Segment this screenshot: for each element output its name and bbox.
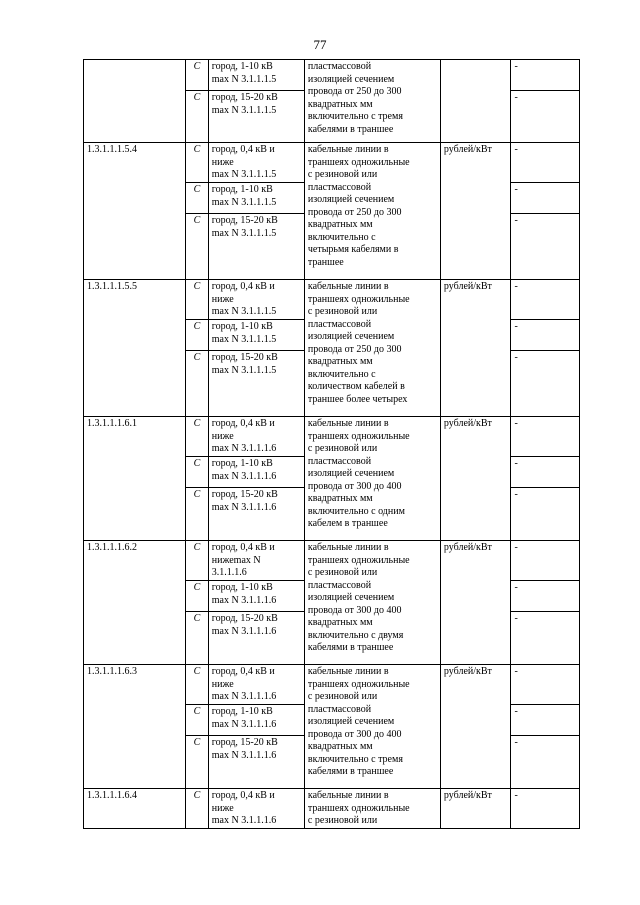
condition-line: ниже: [211, 802, 234, 814]
description-line: изоляцией сечением: [307, 716, 395, 727]
description-line: провода от 300 до 400: [307, 604, 402, 616]
item-code: 1.3.1.1.1.6.4: [84, 789, 186, 829]
unit-cell: рублей/кВт: [440, 541, 511, 665]
category-cell: С: [186, 488, 208, 541]
condition-cell: [208, 214, 304, 280]
description-line: квадратных мм: [307, 741, 373, 752]
description-line: квадратных мм: [307, 493, 373, 504]
description-line: траншеях одножильные: [307, 678, 410, 690]
category-cell: С: [186, 581, 208, 612]
condition-line: город, 1-10 кВ: [211, 582, 273, 593]
description-line: кабельные линии в: [307, 418, 389, 429]
condition-line: город, 0,4 кВ и: [211, 666, 275, 677]
condition-line: max N 3.1.1.1.6: [211, 718, 277, 730]
condition-line: ниже: [211, 156, 234, 168]
condition-line: max N 3.1.1.1.6: [211, 749, 277, 761]
value-cell: -: [511, 280, 580, 320]
condition-line: город, 0,4 кВ и: [211, 790, 275, 801]
description-cell: [304, 60, 440, 143]
description-line: траншее: [307, 256, 344, 268]
description-line: с резиновой или: [307, 815, 378, 826]
description-line: изоляцией сечением: [307, 73, 395, 85]
description-line: пластмассовой: [307, 455, 372, 467]
category-cell: С: [186, 143, 208, 183]
condition-cell: [208, 417, 304, 457]
category-cell: С: [186, 541, 208, 581]
condition-cell: [208, 665, 304, 705]
condition-line: max N 3.1.1.1.5: [211, 333, 277, 345]
item-code: 1.3.1.1.1.5.4: [84, 143, 186, 280]
category-cell: С: [186, 91, 208, 143]
condition-line: max N 3.1.1.1.6: [211, 594, 277, 606]
condition-line: max N 3.1.1.1.5: [211, 196, 277, 208]
description-line: провода от 300 до 400: [307, 480, 402, 492]
description-line: включительно с двумя: [307, 629, 404, 641]
description-line: кабелем в траншее: [307, 518, 388, 529]
description-line: траншеях одножильные: [307, 293, 410, 305]
value-cell: -: [511, 183, 580, 214]
condition-line: город, 1-10 кВ: [211, 321, 273, 332]
value-cell: -: [511, 789, 580, 829]
description-cell: [304, 143, 440, 280]
description-line: квадратных мм: [307, 356, 373, 367]
description-line: количеством кабелей в: [307, 381, 405, 392]
condition-line: город, 1-10 кВ: [211, 706, 273, 717]
description-line: квадратных мм: [307, 98, 373, 110]
condition-line: город, 15-20 кВ: [211, 489, 278, 500]
description-line: пластмассовой: [307, 703, 372, 715]
condition-cell: [208, 488, 304, 541]
table-row: [84, 143, 580, 183]
item-code: 1.3.1.1.1.6.2: [84, 541, 186, 665]
condition-line: ниже: [211, 678, 234, 690]
condition-line: город, 0,4 кВ и: [211, 542, 275, 553]
condition-line: город, 1-10 кВ: [211, 61, 273, 72]
condition-line: город, 15-20 кВ: [211, 352, 278, 363]
condition-line: город, 0,4 кВ и: [211, 418, 275, 429]
table-row: [84, 417, 580, 457]
description-line: кабелями в траншее: [307, 766, 394, 777]
description-line: траншеях одножильные: [307, 554, 410, 566]
table-row: [84, 280, 580, 320]
condition-line: нижеmax N: [211, 554, 261, 566]
description-line: провода от 250 до 300: [307, 206, 402, 218]
condition-cell: [208, 280, 304, 320]
condition-line: max N 3.1.1.1.5: [211, 104, 277, 116]
condition-line: город, 0,4 кВ и: [211, 281, 275, 292]
description-line: с резиновой или: [307, 169, 378, 180]
condition-cell: [208, 581, 304, 612]
description-line: кабелями в траншее: [307, 642, 394, 653]
condition-line: город, 15-20 кВ: [211, 613, 278, 624]
description-line: с резиновой или: [307, 691, 378, 702]
unit-cell: [440, 60, 511, 143]
description-line: включительно с одним: [307, 505, 405, 517]
condition-line: max N 3.1.1.1.6: [211, 691, 277, 702]
condition-line: ниже: [211, 293, 234, 305]
condition-cell: [208, 91, 304, 143]
description-line: кабельные линии в: [307, 666, 389, 677]
description-cell: [304, 280, 440, 417]
description-line: провода от 300 до 400: [307, 728, 402, 740]
value-cell: -: [511, 488, 580, 541]
category-cell: С: [186, 789, 208, 829]
description-line: включительно с тремя: [307, 111, 403, 122]
condition-line: max N 3.1.1.1.5: [211, 364, 277, 376]
description-cell: [304, 541, 440, 665]
description-line: с резиновой или: [307, 443, 378, 454]
description-cell: [304, 789, 440, 829]
description-line: траншеях одножильные: [307, 802, 410, 814]
description-line: пластмассовой: [307, 579, 372, 591]
item-code: 1.3.1.1.1.6.1: [84, 417, 186, 541]
unit-cell: рублей/кВт: [440, 665, 511, 789]
condition-line: max N 3.1.1.1.6: [211, 625, 277, 637]
value-cell: -: [511, 541, 580, 581]
category-cell: С: [186, 60, 208, 91]
description-line: траншеях одножильные: [307, 430, 410, 442]
value-cell: -: [511, 457, 580, 488]
description-line: с резиновой или: [307, 567, 378, 578]
item-code: 1.3.1.1.1.5.5: [84, 280, 186, 417]
description-line: с резиновой или: [307, 306, 378, 317]
description-line: провода от 250 до 300: [307, 343, 402, 355]
value-cell: -: [511, 91, 580, 143]
value-cell: -: [511, 417, 580, 457]
value-cell: -: [511, 665, 580, 705]
description-line: изоляцией сечением: [307, 592, 395, 603]
category-cell: С: [186, 214, 208, 280]
condition-line: город, 15-20 кВ: [211, 92, 278, 103]
unit-cell: рублей/кВт: [440, 417, 511, 541]
condition-cell: [208, 351, 304, 417]
item-code: 1.3.1.1.1.6.3: [84, 665, 186, 789]
description-line: кабельные линии в: [307, 144, 389, 155]
description-line: квадратных мм: [307, 617, 373, 628]
condition-cell: [208, 736, 304, 789]
description-line: включительно с тремя: [307, 753, 403, 765]
condition-line: max N 3.1.1.1.6: [211, 470, 277, 482]
category-cell: С: [186, 457, 208, 488]
condition-line: город, 0,4 кВ и: [211, 144, 275, 155]
unit-cell: рублей/кВт: [440, 143, 511, 280]
unit-cell: рублей/кВт: [440, 280, 511, 417]
value-cell: -: [511, 214, 580, 280]
description-line: четырьмя кабелями в: [307, 244, 399, 255]
condition-line: 3.1.1.1.6: [211, 567, 247, 578]
condition-cell: [208, 541, 304, 581]
table-row: [84, 60, 580, 91]
condition-line: max N 3.1.1.1.5: [211, 73, 277, 85]
description-line: изоляцией сечением: [307, 468, 395, 479]
page-number: 77: [313, 37, 327, 52]
description-line: пластмассовой: [307, 318, 372, 330]
category-cell: С: [186, 417, 208, 457]
category-cell: С: [186, 736, 208, 789]
value-cell: -: [511, 143, 580, 183]
category-cell: С: [186, 705, 208, 736]
category-cell: С: [186, 183, 208, 214]
condition-cell: [208, 789, 304, 829]
value-cell: -: [511, 60, 580, 91]
table-row: [84, 665, 580, 705]
category-cell: С: [186, 280, 208, 320]
condition-line: max N 3.1.1.1.6: [211, 443, 277, 454]
condition-line: max N 3.1.1.1.5: [211, 227, 277, 239]
item-code: [84, 60, 186, 143]
condition-line: город, 15-20 кВ: [211, 737, 278, 748]
tariff-table: [83, 59, 580, 829]
condition-line: max N 3.1.1.1.5: [211, 169, 277, 180]
description-line: кабельные линии в: [307, 281, 389, 292]
description-line: включительно с: [307, 368, 376, 380]
condition-line: город, 1-10 кВ: [211, 458, 273, 469]
condition-line: max N 3.1.1.1.6: [211, 501, 277, 513]
tariff-table-body: [84, 60, 580, 829]
category-cell: С: [186, 320, 208, 351]
condition-line: город, 15-20 кВ: [211, 215, 278, 226]
condition-line: город, 1-10 кВ: [211, 184, 273, 195]
value-cell: -: [511, 581, 580, 612]
condition-line: ниже: [211, 430, 234, 442]
condition-cell: [208, 143, 304, 183]
value-cell: -: [511, 351, 580, 417]
description-line: включительно с: [307, 231, 376, 243]
table-row: [84, 541, 580, 581]
description-line: изоляцией сечением: [307, 194, 395, 205]
condition-cell: [208, 457, 304, 488]
description-line: кабельные линии в: [307, 542, 389, 553]
unit-cell: рублей/кВт: [440, 789, 511, 829]
description-line: пластмассовой: [307, 61, 372, 72]
condition-cell: [208, 183, 304, 214]
value-cell: -: [511, 320, 580, 351]
condition-line: max N 3.1.1.1.6: [211, 815, 277, 826]
description-cell: [304, 665, 440, 789]
condition-cell: [208, 320, 304, 351]
description-line: траншее более четырех: [307, 393, 408, 405]
condition-cell: [208, 612, 304, 665]
value-cell: -: [511, 736, 580, 789]
description-line: кабельные линии в: [307, 790, 389, 801]
category-cell: С: [186, 612, 208, 665]
description-line: квадратных мм: [307, 219, 373, 230]
description-line: траншеях одножильные: [307, 156, 410, 168]
category-cell: С: [186, 351, 208, 417]
description-line: изоляцией сечением: [307, 331, 395, 342]
value-cell: -: [511, 705, 580, 736]
condition-cell: [208, 60, 304, 91]
condition-line: max N 3.1.1.1.5: [211, 306, 277, 317]
value-cell: -: [511, 612, 580, 665]
condition-cell: [208, 705, 304, 736]
description-line: кабелями в траншее: [307, 123, 394, 135]
description-line: провода от 250 до 300: [307, 86, 402, 97]
table-row: [84, 789, 580, 829]
description-line: пластмассовой: [307, 181, 372, 193]
description-cell: [304, 417, 440, 541]
category-cell: С: [186, 665, 208, 705]
